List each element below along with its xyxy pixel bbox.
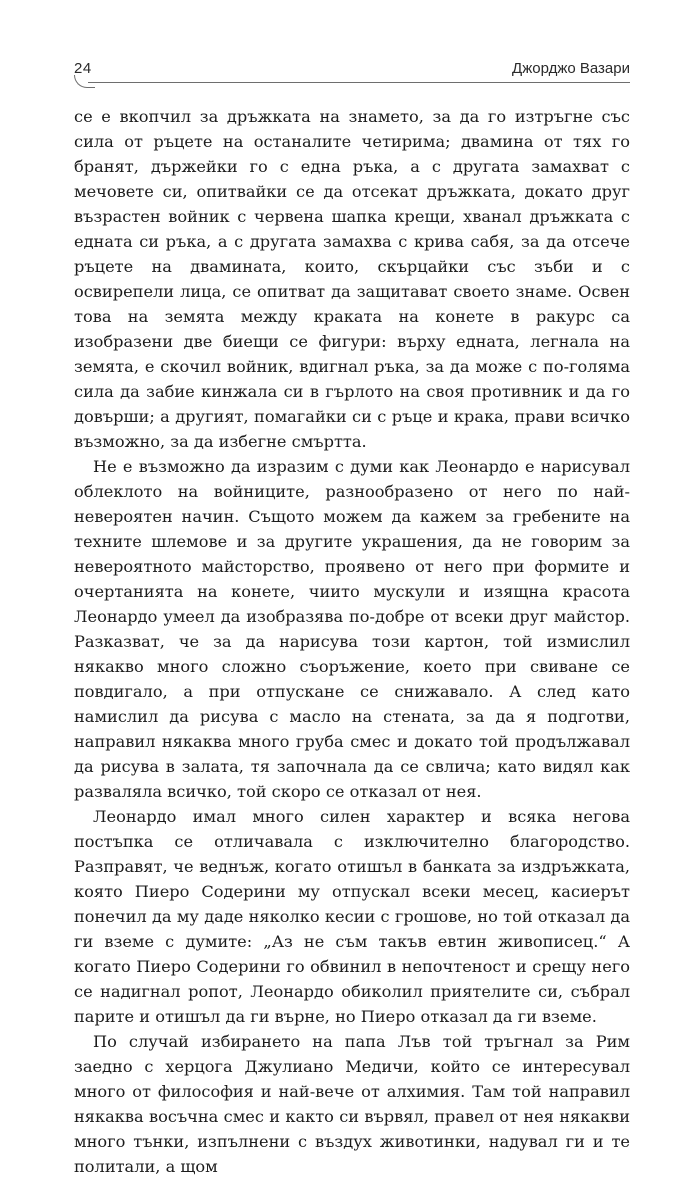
page-number: 24: [74, 60, 92, 77]
running-header: [68, 58, 630, 88]
paragraph-1: се е вкопчил за дръжката на знамето, за да го изтръгне със сила от ръцете на останалите четирима; двамина от тях го бранят, държейки го с една ръка, а с другата замахват с мечовете си, опитвайки се да отсекат дръжката, докато друг възрастен войник с червена шапка крещи, хванал дръжката с едната си ръка, а с другата замахва с крива сабя, за да отсече ръцете на двамината, които, скърцайки със зъби и с освирепели лица, се опитват да защитават своето знаме. Освен това на земята между краката на конете в ракурс са изобразени две биещи се фигури: върху едната, легнала на земята, е скочил войник, вдигнал ръка, за да може с по-голяма сила да забие кинжала си в гърлото на своя противник и да го довърши; а другият, помагайки си с ръце и крака, прави всичко възможно, за да избегне смъртта.: [74, 107, 630, 451]
paragraph-4: По случай избирането на папа Лъв той тръгнал за Рим заедно с херцога Джулиано Медичи, който се интересувал много от философия и най-вече от алхимия. Там той направил някаква восъчна смес и както си вървял, правел от нея някакви много тънки, изпълнени с въздух животинки, надувал ги и те политали, а щом: [74, 1032, 630, 1176]
header-rule: [88, 82, 630, 83]
running-title: Джорджо Вазари: [512, 60, 630, 77]
paragraph-3: Леонардо имал много силен характер и всяка негова постъпка се отличавала с изключително благородство. Разправят, че веднъж, когато отишъл в банката за издръжката, която Пиеро Содерини му отпускал всеки месец, касиерът понечил да му даде няколко кесии с грошове, но той отказал да ги вземе с думите: „Аз не съм такъв евтин живописец.“ А когато Пиеро Содерини го обвинил в непочтеност и срещу него се надигнал ропот, Леонардо обиколил приятелите си, събрал парите и отишъл да ги върне, но Пиеро отказал да ги вземе.: [74, 807, 630, 1026]
paragraph-2: Не е възможно да изразим с думи как Леонардо е нарисувал облеклото на войниците, разнообразено от него по най-невероятен начин. Същото можем да кажем за гребените на техните шлемове и за другите украшения, да не говорим за невероятното майсторство, проявено от него при формите и очертанията на конете, чиито мускули и изящна красота Леонардо умеел да изобразява по-добре от всеки друг майстор. Разказват, че за да нарисува този картон, той измислил някакво много сложно съоръжение, което при свиване се повдигало, а при отпускане се снижавало. А след като намислил да рисува с масло на стената, за да я подготви, направил някаква много груба смес и докато той продължавал да рисува в залата, тя започнала да се свлича; като видял как разваляла всичко, той скоро се отказал от нея.: [74, 457, 630, 801]
body-text: [74, 104, 630, 1179]
